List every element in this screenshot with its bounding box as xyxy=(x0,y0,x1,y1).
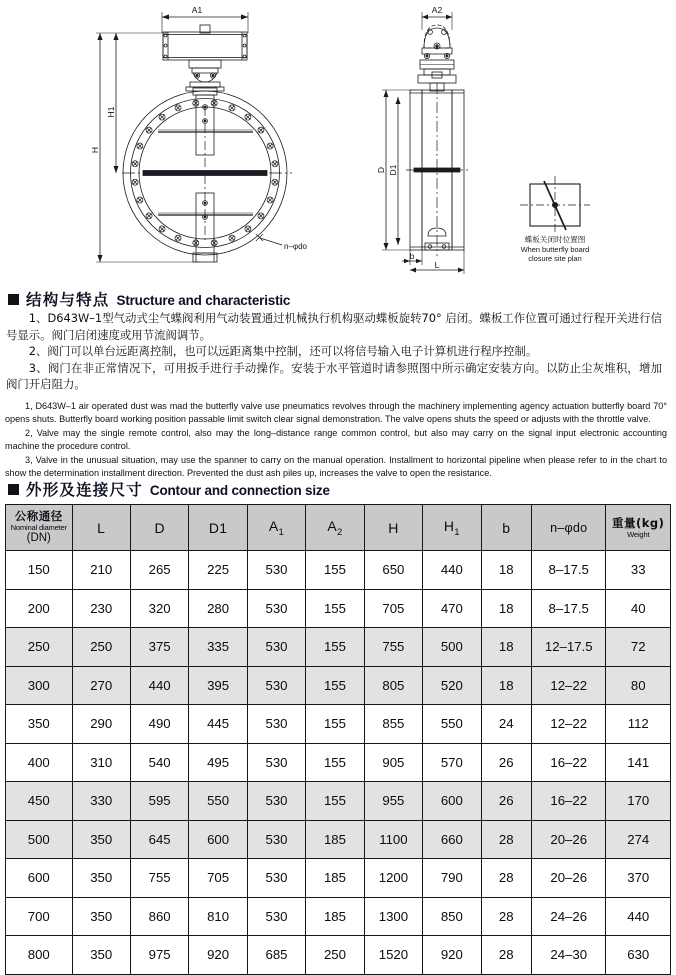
table-cell: 370 xyxy=(606,859,671,898)
table-row xyxy=(6,589,671,628)
table-cell: 755 xyxy=(130,859,188,898)
table-cell: 500 xyxy=(423,628,481,667)
table-cell: 530 xyxy=(247,859,305,898)
th-weight-cn: 重量(kg) xyxy=(612,515,665,530)
table-cell: 8–17.5 xyxy=(531,551,606,590)
contour-heading xyxy=(0,478,330,500)
table-cell: 40 xyxy=(606,589,671,628)
dimensions-table-wrapper xyxy=(5,504,671,975)
table-cell: 530 xyxy=(247,743,305,782)
table-cell: 805 xyxy=(364,666,422,705)
table-cell: 530 xyxy=(247,628,305,667)
label-a1: A1 xyxy=(191,5,203,15)
table-cell: 850 xyxy=(423,897,481,936)
table-cell: 550 xyxy=(189,782,247,821)
table-cell: 80 xyxy=(606,666,671,705)
table-cell: 24 xyxy=(481,705,531,744)
th-dn-unit: (DN) xyxy=(26,532,51,544)
table-cell: 141 xyxy=(606,743,671,782)
cell-dn: 350 xyxy=(6,705,73,744)
table-cell: 155 xyxy=(306,628,364,667)
table-cell: 28 xyxy=(481,897,531,936)
bullet-square-icon xyxy=(8,484,19,495)
cell-dn: 300 xyxy=(6,666,73,705)
th-b: b xyxy=(481,505,531,551)
table-row xyxy=(6,705,671,744)
table-cell: 855 xyxy=(364,705,422,744)
table-cell: 12–22 xyxy=(531,705,606,744)
table-cell: 18 xyxy=(481,551,531,590)
table-cell: 24–26 xyxy=(531,897,606,936)
structure-cn-body xyxy=(0,310,668,393)
table-cell: 440 xyxy=(606,897,671,936)
label-n-phi-do: n–φdo xyxy=(284,242,307,251)
detail-caption-en-1: When butterfly board xyxy=(520,245,590,254)
table-cell: 530 xyxy=(247,897,305,936)
th-a1: $A_1$ xyxy=(247,505,305,551)
table-cell: 530 xyxy=(247,820,305,859)
front-view-drawing xyxy=(60,0,380,285)
table-cell: 440 xyxy=(423,551,481,590)
table-cell: 170 xyxy=(606,782,671,821)
table-cell: 8–17.5 xyxy=(531,589,606,628)
table-cell: 155 xyxy=(306,782,364,821)
table-cell: 72 xyxy=(606,628,671,667)
en-paragraph-2: 2, Valve may the single remote control, also may the long–distance range common control, but also may carry on the signal input electronic accounting machine the procedure control. xyxy=(5,427,667,452)
th-d1: D1 xyxy=(189,505,247,551)
table-cell: 860 xyxy=(130,897,188,936)
table-cell: 320 xyxy=(130,589,188,628)
table-cell: 920 xyxy=(423,936,481,975)
table-cell: 250 xyxy=(306,936,364,975)
table-row xyxy=(6,551,671,590)
table-cell: 645 xyxy=(130,820,188,859)
table-cell: 310 xyxy=(72,743,130,782)
table-cell: 350 xyxy=(72,936,130,975)
table-cell: 16–22 xyxy=(531,782,606,821)
cell-dn: 800 xyxy=(6,936,73,975)
th-weight xyxy=(606,505,671,551)
table-cell: 445 xyxy=(189,705,247,744)
structure-heading-cn: 结构与特点 xyxy=(26,291,110,309)
table-cell: 530 xyxy=(247,782,305,821)
table-cell: 250 xyxy=(72,628,130,667)
table-cell: 350 xyxy=(72,820,130,859)
table-cell: 28 xyxy=(481,936,531,975)
table-cell: 185 xyxy=(306,820,364,859)
th-h: H xyxy=(364,505,422,551)
table-cell: 350 xyxy=(72,859,130,898)
label-b: b xyxy=(409,251,415,261)
table-cell: 1520 xyxy=(364,936,422,975)
table-row xyxy=(6,936,671,975)
table-cell: 335 xyxy=(189,628,247,667)
label-a2: A2 xyxy=(431,5,443,15)
table-cell: 755 xyxy=(364,628,422,667)
table-cell: 705 xyxy=(189,859,247,898)
th-n-phi-do: n–φdo xyxy=(531,505,606,551)
th-nominal-diameter xyxy=(6,505,73,551)
table-cell: 1100 xyxy=(364,820,422,859)
th-dn-cn: 公称通径 xyxy=(14,509,63,523)
table-cell: 530 xyxy=(247,705,305,744)
table-cell: 530 xyxy=(247,589,305,628)
table-cell: 1300 xyxy=(364,897,422,936)
table-cell: 28 xyxy=(481,859,531,898)
table-cell: 920 xyxy=(189,936,247,975)
en-paragraph-1: 1, D643W–1 air operated dust was mad the butterfly valve use pneumatics revolves through the machinery implementing agency actuation butterfly board 70° opens shuts. Butterfly board working position passable limit switch clear signal demonstration. The valve opens shuts the speed or adjusts with the throttle valve. xyxy=(5,401,667,425)
table-cell: 705 xyxy=(364,589,422,628)
table-cell: 685 xyxy=(247,936,305,975)
cell-dn: 400 xyxy=(6,743,73,782)
table-row xyxy=(6,897,671,936)
table-row xyxy=(6,782,671,821)
table-cell: 185 xyxy=(306,859,364,898)
table-cell: 185 xyxy=(306,897,364,936)
detail-caption-cn: 蝶板关闭时位置图 xyxy=(524,235,586,244)
table-row xyxy=(6,666,671,705)
table-cell: 490 xyxy=(130,705,188,744)
en-paragraph-3: 3, Valve in the unusual situation, may use the spanner to carry on the manual operation. Installment to horizontal pipeline when please refer to in the chart to show the determination installment direction. Prevented the dust ash piles up, increases the valve to open the resistance. xyxy=(5,454,667,479)
table-cell: 790 xyxy=(423,859,481,898)
table-cell: 905 xyxy=(364,743,422,782)
table-cell: 155 xyxy=(306,705,364,744)
table-row xyxy=(6,743,671,782)
table-cell: 26 xyxy=(481,782,531,821)
label-h: H xyxy=(90,146,100,154)
dimensions-table xyxy=(5,504,671,975)
th-d: D xyxy=(130,505,188,551)
table-cell: 155 xyxy=(306,743,364,782)
table-cell: 570 xyxy=(423,743,481,782)
table-cell: 975 xyxy=(130,936,188,975)
table-cell: 955 xyxy=(364,782,422,821)
table-cell: 530 xyxy=(247,666,305,705)
th-weight-en: Weight xyxy=(627,529,650,539)
table-cell: 20–26 xyxy=(531,859,606,898)
table-cell: 1200 xyxy=(364,859,422,898)
table-cell: 440 xyxy=(130,666,188,705)
table-cell: 20–26 xyxy=(531,820,606,859)
table-row xyxy=(6,628,671,667)
table-cell: 270 xyxy=(72,666,130,705)
table-cell: 155 xyxy=(306,589,364,628)
cell-dn: 600 xyxy=(6,859,73,898)
table-cell: 810 xyxy=(189,897,247,936)
table-cell: 495 xyxy=(189,743,247,782)
table-cell: 520 xyxy=(423,666,481,705)
cell-dn: 200 xyxy=(6,589,73,628)
cn-paragraph-1: 1、D643W–1型气动式尘气蝶阀利用气动装置通过机械执行机构驱动蝶板旋转70° 启闭。蝶板工作位置可通过行程开关进行信号显示。阀门启闭速度或用节流阀调节。 xyxy=(6,311,662,342)
cn-paragraph-2: 2、阀门可以单台远距离控制，也可以远距离集中控制，还可以将信号输入电子计算机进行程序控制。 xyxy=(28,344,538,359)
table-cell: 650 xyxy=(364,551,422,590)
table-cell: 470 xyxy=(423,589,481,628)
table-cell: 600 xyxy=(423,782,481,821)
label-d: D xyxy=(376,166,386,174)
table-cell: 155 xyxy=(306,551,364,590)
contour-heading-en: Contour and connection size xyxy=(149,483,330,498)
table-cell: 112 xyxy=(606,705,671,744)
table-cell: 530 xyxy=(247,551,305,590)
table-cell: 24–30 xyxy=(531,936,606,975)
structure-heading-en: Structure and characteristic xyxy=(116,293,291,308)
table-cell: 33 xyxy=(606,551,671,590)
table-cell: 280 xyxy=(189,589,247,628)
cell-dn: 450 xyxy=(6,782,73,821)
table-cell: 550 xyxy=(423,705,481,744)
detail-caption-en-2: closure site plan xyxy=(528,254,582,263)
table-cell: 540 xyxy=(130,743,188,782)
table-cell: 26 xyxy=(481,743,531,782)
table-cell: 290 xyxy=(72,705,130,744)
table-body xyxy=(6,551,671,975)
table-cell: 155 xyxy=(306,666,364,705)
table-cell: 630 xyxy=(606,936,671,975)
table-header-row xyxy=(6,505,671,551)
label-h1: H1 xyxy=(106,106,116,118)
table-cell: 230 xyxy=(72,589,130,628)
table-cell: 28 xyxy=(481,820,531,859)
th-a2: $A_2$ xyxy=(306,505,364,551)
table-cell: 16–22 xyxy=(531,743,606,782)
structure-heading xyxy=(0,288,290,310)
table-cell: 12–17.5 xyxy=(531,628,606,667)
table-cell: 375 xyxy=(130,628,188,667)
contour-heading-cn: 外形及连接尺寸 xyxy=(26,481,143,499)
table-cell: 210 xyxy=(72,551,130,590)
th-dn-en: Nominal diameter xyxy=(10,523,67,532)
table-row xyxy=(6,820,671,859)
table-cell: 18 xyxy=(481,628,531,667)
table-cell: 265 xyxy=(130,551,188,590)
table-row xyxy=(6,859,671,898)
table-cell: 225 xyxy=(189,551,247,590)
side-view-drawing xyxy=(372,0,676,285)
cell-dn: 700 xyxy=(6,897,73,936)
table-cell: 330 xyxy=(72,782,130,821)
cell-dn: 250 xyxy=(6,628,73,667)
th-l: L xyxy=(72,505,130,551)
table-cell: 395 xyxy=(189,666,247,705)
table-cell: 12–22 xyxy=(531,666,606,705)
cell-dn: 150 xyxy=(6,551,73,590)
bullet-square-icon xyxy=(8,294,19,305)
label-l: L xyxy=(434,260,440,270)
th-h1: $H_1$ xyxy=(423,505,481,551)
table-cell: 660 xyxy=(423,820,481,859)
structure-en-body xyxy=(0,400,672,480)
table-cell: 18 xyxy=(481,666,531,705)
table-cell: 274 xyxy=(606,820,671,859)
table-cell: 18 xyxy=(481,589,531,628)
table-cell: 600 xyxy=(189,820,247,859)
label-d1: D1 xyxy=(388,164,398,176)
technical-drawings xyxy=(0,0,676,285)
table-cell: 350 xyxy=(72,897,130,936)
table-cell: 595 xyxy=(130,782,188,821)
cn-paragraph-3: 3、阀门在非正常情况下，可用扳手进行手动操作。安装于水平管道时请参照图中所示确定安装方向。以防止尘灰堆积，增加阀门开启阻力。 xyxy=(6,360,662,392)
cell-dn: 500 xyxy=(6,820,73,859)
